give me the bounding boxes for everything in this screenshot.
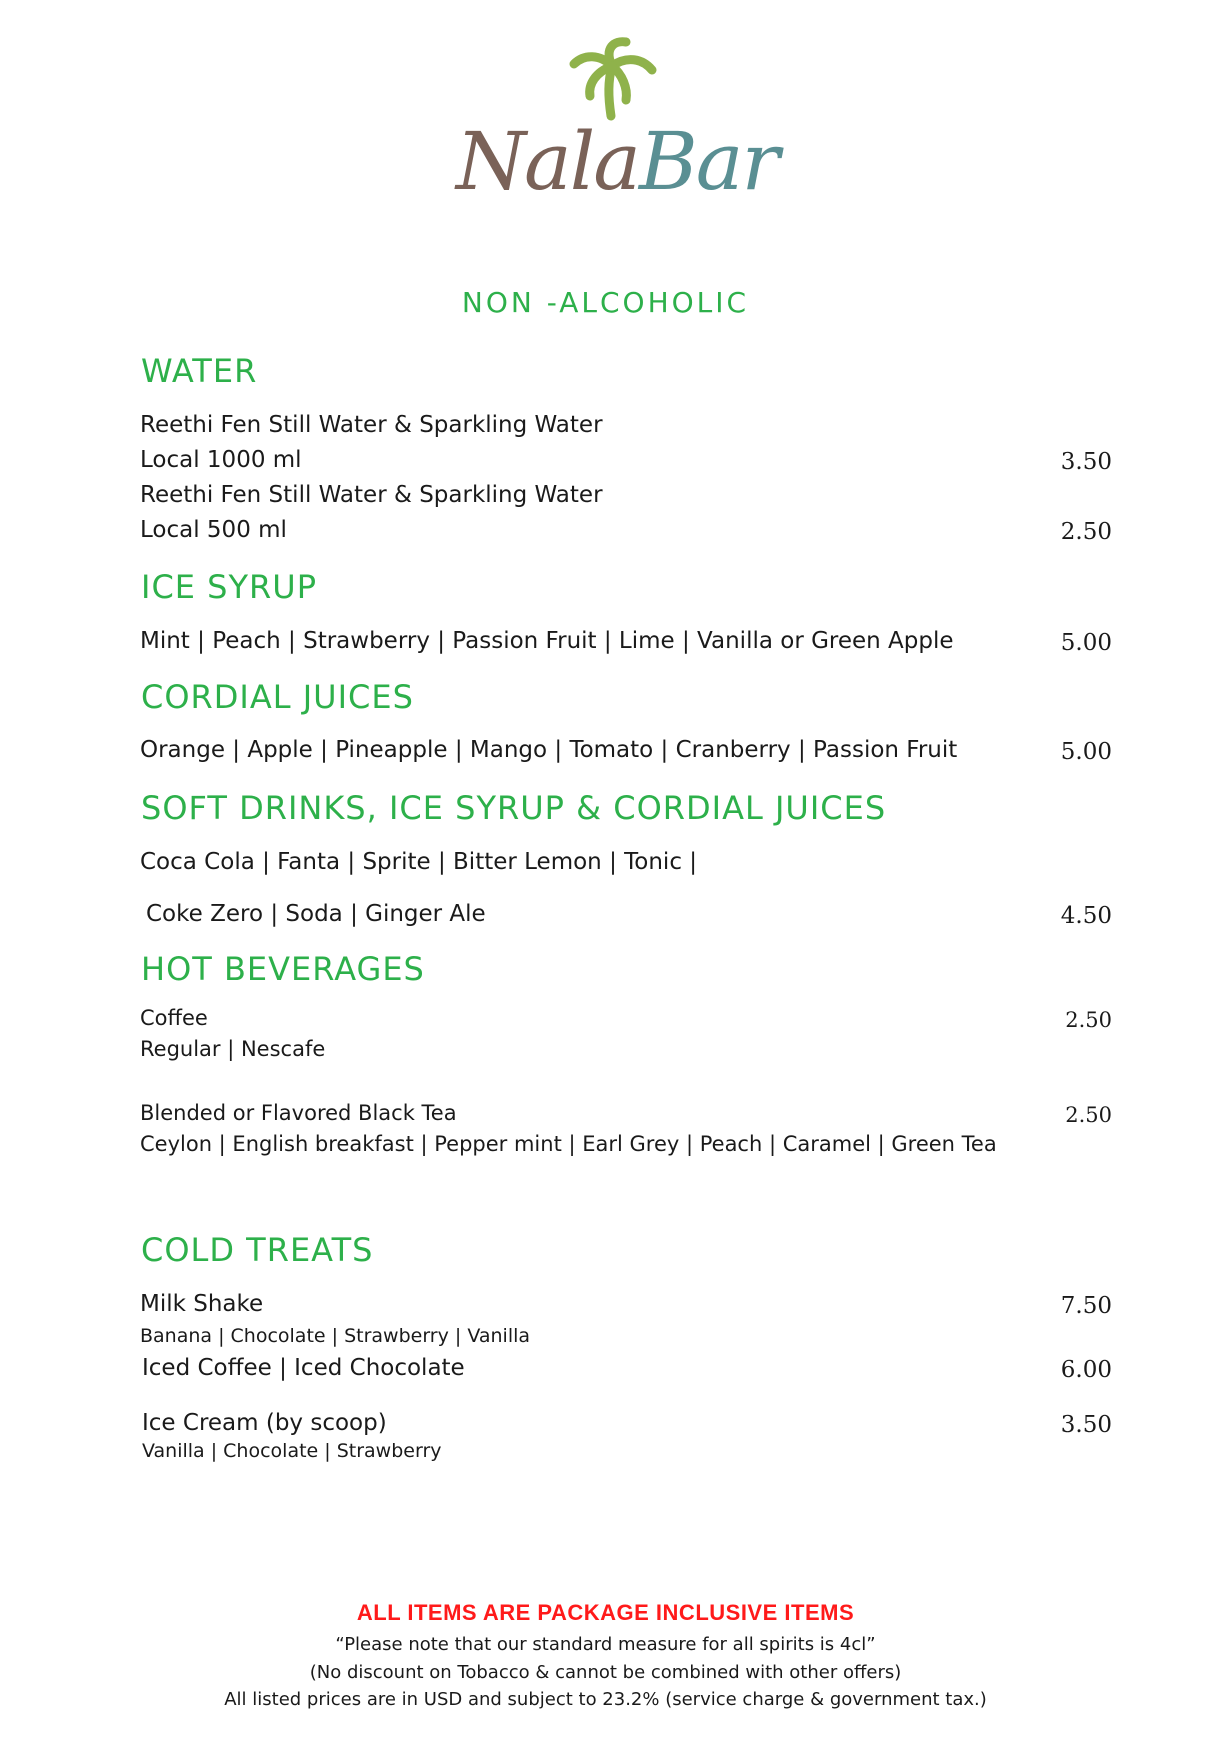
menu-item-line: Orange | Apple | Pineapple | Mango | Tomato | Cranberry | Passion Fruit bbox=[140, 737, 958, 763]
footer-headline: ALL ITEMS ARE PACKAGE INCLUSIVE ITEMS bbox=[356, 1600, 855, 1625]
price: 7.50 bbox=[1060, 1293, 1112, 1319]
menu-item-line: Reethi Fen Still Water & Sparkling Water bbox=[140, 412, 603, 438]
menu-item-line: Coca Cola | Fanta | Sprite | Bitter Lemon | Tonic | bbox=[140, 849, 698, 875]
price: 4.50 bbox=[1060, 903, 1112, 929]
price: 2.50 bbox=[1060, 519, 1112, 545]
price: 3.50 bbox=[1060, 1412, 1112, 1438]
section-title-hot-beverages: HOT BEVERAGES bbox=[141, 950, 425, 988]
logo-word-nala: Nala bbox=[456, 115, 639, 208]
menu-item-line: Mint | Peach | Strawberry | Passion Fruit | Lime | Vanilla or Green Apple bbox=[140, 628, 954, 654]
section-title-soft-drinks: SOFT DRINKS, ICE SYRUP & CORDIAL JUICES bbox=[141, 789, 887, 827]
menu-item-line: Local 500 ml bbox=[140, 517, 287, 543]
menu-item-name: Blended or Flavored Black Tea bbox=[140, 1101, 457, 1125]
footer-note: All listed prices are in USD and subject to 23.2% (service charge & government tax.) bbox=[224, 1689, 987, 1710]
menu-item-name: Coffee bbox=[140, 1006, 208, 1030]
menu-item-name: Iced Coffee | Iced Chocolate bbox=[142, 1355, 465, 1381]
section-title-ice-syrup: ICE SYRUP bbox=[141, 568, 317, 606]
section-title-cordial-juices: CORDIAL JUICES bbox=[141, 678, 414, 716]
menu-item-name: Milk Shake bbox=[140, 1291, 264, 1317]
logo-wordmark bbox=[456, 115, 778, 208]
menu-item-options: Banana | Chocolate | Strawberry | Vanilla bbox=[140, 1325, 531, 1347]
menu-item-options: Regular | Nescafe bbox=[140, 1037, 326, 1061]
price: 2.50 bbox=[1065, 1008, 1112, 1032]
page-title: NON -ALCOHOLIC bbox=[461, 286, 750, 319]
price: 2.50 bbox=[1065, 1103, 1112, 1127]
nalabar-logo bbox=[456, 36, 776, 226]
price: 6.00 bbox=[1060, 1357, 1112, 1383]
section-title-cold-treats: COLD TREATS bbox=[141, 1231, 374, 1269]
footer-note: “Please note that our standard measure for all spirits is 4cl” bbox=[335, 1634, 876, 1655]
menu-item-options: Ceylon | English breakfast | Pepper mint | Earl Grey | Peach | Caramel | Green Tea bbox=[140, 1132, 997, 1156]
section-title-water: WATER bbox=[141, 352, 258, 390]
menu-item-line: Reethi Fen Still Water & Sparkling Water bbox=[140, 482, 603, 508]
price: 5.00 bbox=[1060, 739, 1112, 765]
footer-note: (No discount on Tobacco & cannot be combined with other offers) bbox=[309, 1662, 902, 1683]
menu-item-name: Ice Cream (by scoop) bbox=[142, 1410, 387, 1436]
price: 3.50 bbox=[1060, 449, 1112, 475]
price: 5.00 bbox=[1060, 630, 1112, 656]
menu-item-line: Coke Zero | Soda | Ginger Ale bbox=[146, 901, 486, 927]
palm-tree-icon bbox=[556, 36, 666, 126]
menu-item-line: Local 1000 ml bbox=[140, 447, 302, 473]
menu-item-options: Vanilla | Chocolate | Strawberry bbox=[142, 1440, 442, 1462]
logo-word-bar: Bar bbox=[638, 115, 778, 208]
